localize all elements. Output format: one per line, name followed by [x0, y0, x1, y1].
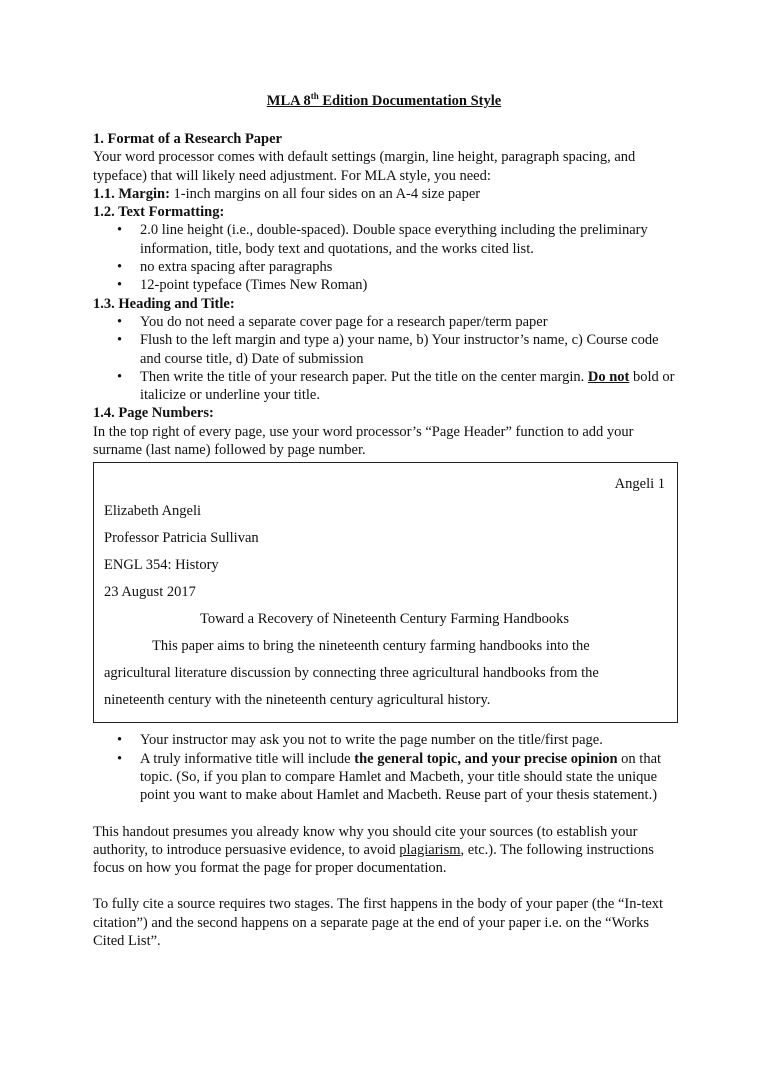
- list-item: • Then write the title of your research paper. Put the title on the center margin. Do not bold or italicize or underline your title.: [93, 368, 678, 405]
- emphasis-text: the general topic, and your precise opinion: [354, 750, 618, 767]
- list-item: • 2.0 line height (i.e., double-spaced). Double space everything including the preliminary information, title, body text and quotations, and the works cited list.: [93, 221, 678, 258]
- list-item: • Flush to the left margin and type a) your name, b) Your instructor’s name, c) Course code and course title, d) Date of submission: [93, 331, 678, 368]
- section-1-heading: 1. Format of a Research Paper: [93, 131, 282, 147]
- section-1-intro: Your word processor comes with default settings (margin, line height, paragraph spacing, and typeface) that will likely need adjustment. For MLA style, you need:: [93, 149, 636, 184]
- section-1-1-label: 1.1. Margin:: [93, 185, 170, 202]
- sample-body-line: This paper aims to bring the nineteenth century farming handbooks into the: [152, 638, 590, 655]
- sample-student-name: Elizabeth Angeli: [104, 503, 202, 520]
- notes-list: [93, 731, 678, 804]
- section-1-2-heading: 1.2. Text Formatting:: [93, 204, 225, 221]
- sample-date: 23 August 2017: [104, 584, 196, 601]
- sample-body-line: agricultural literature discussion by connecting three agricultural handbooks from the: [104, 665, 599, 682]
- heading-title-list: [93, 313, 678, 404]
- document-body: [93, 130, 678, 950]
- section-1-3-heading: 1.3. Heading and Title:: [93, 295, 235, 312]
- sample-instructor-name: Professor Patricia Sullivan: [104, 530, 259, 547]
- text-formatting-list: [93, 221, 678, 294]
- title-text: MLA 8th Edition Documentation Style: [266, 91, 502, 109]
- plagiarism-link[interactable]: plagiarism: [399, 841, 461, 858]
- list-item: • no extra spacing after paragraphs: [93, 258, 678, 276]
- citation-stages-paragraph: To fully cite a source requires two stages. The first happens in the body of your paper (the “In-text citation”) and the second happens on a separate page at the end of your paper i.e. on the “Works Cited List”.: [93, 896, 664, 950]
- sample-course: ENGL 354: History: [104, 557, 219, 574]
- list-item: • A truly informative title will include the general topic, and your precise opinion on that topic. (So, if you plan to compare Hamlet and Macbeth, your title should state the unique point you want to make about Hamlet and Macbeth. Reuse part of your thesis statement.): [93, 750, 678, 805]
- section-1-4-heading: 1.4. Page Numbers:: [93, 405, 214, 422]
- section-1-4-text: In the top right of every page, use your word processor’s “Page Header” function to add your surname (last name) followed by page number.: [93, 423, 634, 459]
- section-1-1-text: 1-inch margins on all four sides on an A-4 size paper: [169, 185, 481, 202]
- list-item: • You do not need a separate cover page for a research paper/term paper: [93, 313, 678, 331]
- citation-purpose-paragraph: This handout presumes you already know why you should cite your sources (to establish your authority, to introduce persuasive evidence, to avoid plagiarism, etc.). The following instructions focus on how you format the page for proper documentation.: [93, 823, 654, 877]
- document-title: [0, 93, 768, 110]
- sample-page-header: Angeli 1: [614, 476, 665, 493]
- sample-paper-title: Toward a Recovery of Nineteenth Century Farming Handbooks: [199, 611, 570, 628]
- sample-first-page-box: [93, 462, 678, 723]
- do-not-emphasis: Do not: [587, 368, 630, 385]
- list-item: • Your instructor may ask you not to write the page number on the title/first page.: [93, 731, 678, 749]
- list-item: • 12-point typeface (Times New Roman): [93, 276, 678, 294]
- sample-body-line: nineteenth century with the nineteenth century agricultural history.: [104, 692, 491, 709]
- section-1-1: [93, 185, 678, 203]
